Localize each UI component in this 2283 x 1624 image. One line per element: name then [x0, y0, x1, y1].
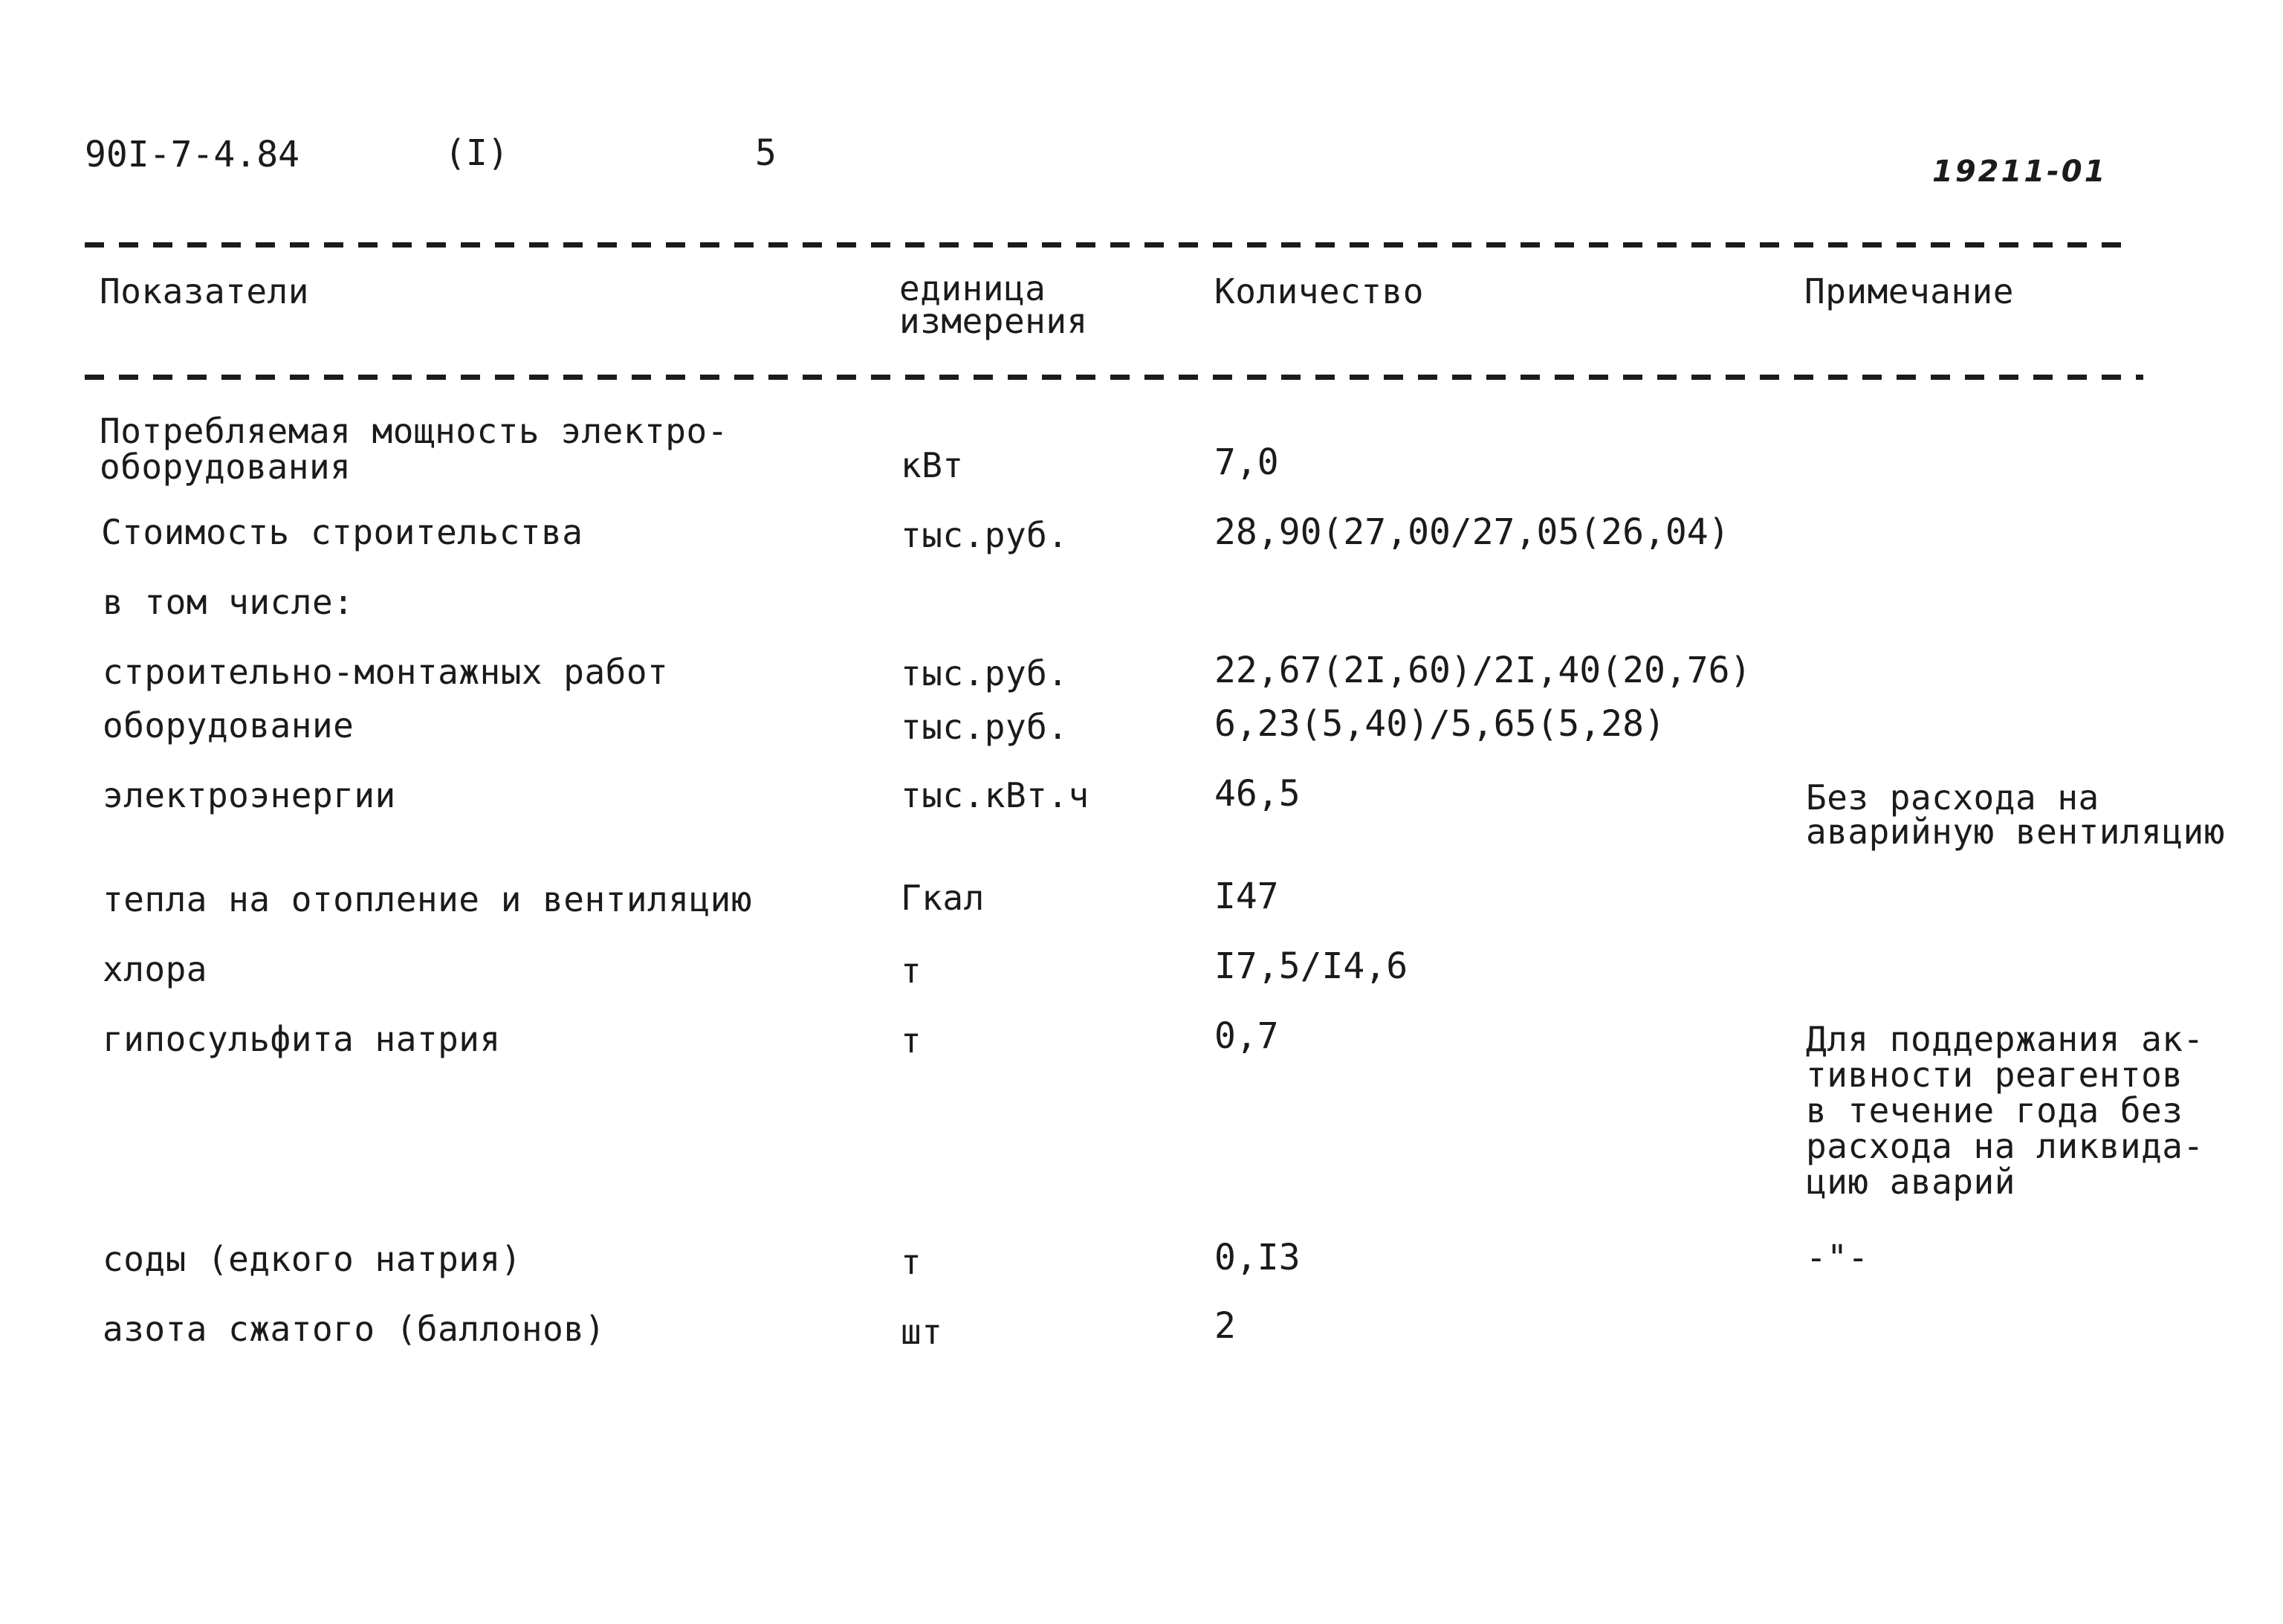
- table-row-unit: Гкал: [901, 878, 985, 918]
- table-row-quantity: I7,5/I4,6: [1214, 945, 1408, 987]
- table-row-unit: т: [901, 1242, 922, 1282]
- table-row-quantity: 46,5: [1214, 773, 1301, 815]
- table-header-rule: [85, 375, 2143, 380]
- column-header-indicator: Показатели: [100, 271, 309, 311]
- table-row-quantity: I47: [1214, 876, 1279, 917]
- table-row-quantity: 6,23(5,40)/5,65(5,28): [1214, 703, 1665, 745]
- table-row-quantity: 28,90(27,00/27,05(26,04): [1214, 511, 1730, 553]
- table-row-note: -"-: [1806, 1238, 1869, 1278]
- table-row-indicator: азота сжатого (баллонов): [103, 1309, 606, 1349]
- table-row-indicator: соды (едкого натрия): [103, 1239, 522, 1279]
- table-row-indicator: Стоимость строительства: [101, 512, 583, 552]
- table-row-note: Без расхода на аварийную вентиляцию: [1806, 777, 2225, 852]
- table-row-unit: тыс.руб.: [901, 707, 1069, 747]
- table-row-indicator: в том числе:: [103, 582, 354, 622]
- table-row-indicator: гипосульфита натрия: [103, 1019, 501, 1059]
- table-row-indicator: тепла на отопление и вентиляцию: [103, 879, 753, 919]
- column-header-unit: единица измерения: [899, 268, 1088, 341]
- table-top-rule: [85, 242, 2127, 248]
- table-row-indicator: хлора: [103, 949, 207, 989]
- table-row-quantity: 2: [1214, 1305, 1236, 1347]
- table-row-quantity: 7,0: [1214, 441, 1279, 483]
- table-row-quantity: 0,I3: [1214, 1237, 1301, 1278]
- table-row-quantity: 0,7: [1214, 1015, 1279, 1057]
- table-row-indicator: Потребляемая мощность электро- оборудования: [100, 411, 728, 487]
- document-part: (I): [444, 132, 509, 174]
- document-code: 90I-7-4.84: [85, 134, 299, 175]
- table-row-unit: тыс.кВт.ч: [901, 775, 1089, 815]
- table-row-unit: шт: [901, 1312, 943, 1352]
- table-row-indicator: электроэнергии: [103, 775, 396, 815]
- page-number: 5: [755, 132, 777, 174]
- column-header-quantity: Количество: [1214, 271, 1424, 311]
- table-row-unit: тыс.руб.: [901, 515, 1069, 555]
- table-row-quantity: 22,67(2I,60)/2I,40(20,76): [1214, 650, 1752, 691]
- handwritten-reference: 19211-01: [1932, 155, 2108, 189]
- table-row-note: Для поддержания ак- тивности реагентов в течение года без расхода на ликвида- цию аварий: [1806, 1019, 2204, 1202]
- table-row-unit: тыс.руб.: [901, 653, 1069, 693]
- table-row-indicator: оборудование: [103, 705, 354, 745]
- table-row-indicator: строительно-монтажных работ: [103, 652, 669, 692]
- table-row-unit: кВт: [901, 445, 964, 485]
- column-header-note: Примечание: [1804, 271, 2014, 311]
- table-row-unit: т: [901, 1020, 922, 1061]
- table-row-unit: т: [901, 951, 922, 991]
